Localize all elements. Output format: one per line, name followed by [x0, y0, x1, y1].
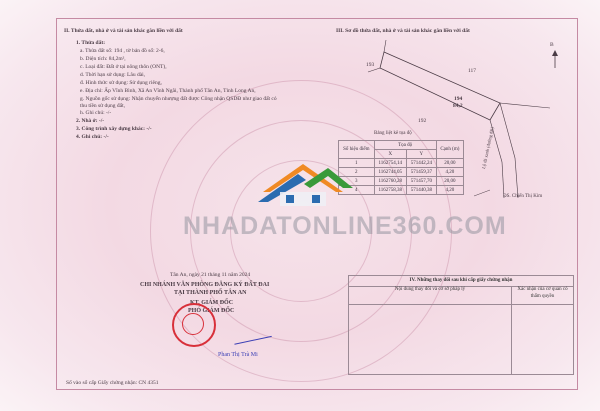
- cell: 1162758,38: [374, 186, 406, 195]
- header-x: X: [374, 150, 406, 159]
- north-label: B: [550, 42, 554, 48]
- cell: 4,20: [436, 168, 463, 177]
- table-row: [339, 168, 464, 177]
- changes-col-confirm: Xác nhận của cơ quan có thẩm quyền: [512, 286, 573, 305]
- header-point: Số hiệu điểm: [339, 141, 375, 159]
- org-line-2: TẠI THÀNH PHỐ TÂN AN: [174, 290, 247, 296]
- cell: 20,00: [436, 177, 463, 186]
- table-row: [339, 159, 464, 168]
- watermark-house-logo: [258, 158, 353, 214]
- neighbor-owner: ĐS. Chiến Thị Kim: [503, 194, 543, 199]
- table-row: [339, 177, 464, 186]
- place-date: Tân An, ngày 21 tháng 11 năm 2024: [170, 272, 251, 278]
- land-title: 1. Thửa đất:: [76, 40, 106, 46]
- role-title: PHÓ GIÁM ĐỐC: [188, 308, 235, 314]
- official-stamp-inner: [182, 313, 204, 335]
- neighbor-192: 192: [418, 118, 427, 124]
- changes-title: IV. Những thay đổi sau khi cấp giấy chứng nhận: [349, 276, 573, 287]
- watermark-text: NHADATONLINE360.COM: [183, 212, 507, 240]
- parcel-outline: [380, 52, 500, 120]
- kt-title: KT. GIÁM ĐỐC: [190, 300, 234, 306]
- cell: 571440,38: [406, 186, 436, 195]
- land-line: d. Thời hạn sử dụng: Lâu dài,: [80, 72, 146, 78]
- changes-col-content: Nội dung thay đổi và cơ sở pháp lý: [349, 286, 511, 305]
- boundary-line: [384, 40, 386, 52]
- land-line: a. Thửa đất số: 194 , tờ bản đồ số: 2-6,: [80, 48, 165, 54]
- cell: 3: [339, 177, 375, 186]
- window-icon: [312, 195, 320, 203]
- neighbor-193: 193: [366, 62, 375, 68]
- notes-line: 4. Ghi chú: -/-: [76, 134, 109, 140]
- section-ii-title: II. Thửa đất, nhà ở và tài sản khác gắn liền với đất: [64, 28, 183, 34]
- land-line: c. Loại đất: Đất ở tại nông thôn (ONT),: [80, 64, 167, 70]
- house-line: 2. Nhà ở: -/-: [76, 118, 105, 124]
- section-iii-title: III. Sơ đồ thửa đất, nhà ở và tài sản khác gắn liền với đất: [336, 28, 470, 34]
- land-line: thu tiền sử dụng đất,: [80, 103, 125, 109]
- cell: 1162760,28: [374, 177, 406, 186]
- north-arrow-head-icon: [552, 50, 558, 56]
- land-line: b. Diện tích: 84,2m²,: [80, 56, 126, 62]
- road-edge: [515, 158, 518, 198]
- serial-number: Số vào sổ cấp Giấy chứng nhận: CN 4351: [66, 380, 159, 386]
- cell: 571442,24: [406, 159, 436, 168]
- table-caption: Bảng liệt kê tọa độ: [374, 131, 412, 136]
- cell: 20,00: [436, 159, 463, 168]
- window-icon: [286, 195, 294, 203]
- cell: 1162754,14: [374, 159, 406, 168]
- boundary-line: [500, 103, 550, 108]
- parcel-number: 194: [454, 96, 463, 102]
- header-coords: Tọa độ: [374, 141, 436, 150]
- cell: 4,20: [436, 186, 463, 195]
- coordinate-table: [338, 140, 464, 195]
- header-edge: Cạnh (m): [436, 141, 463, 159]
- land-line: đ. Hình thức sử dụng: Sử dụng riêng,: [80, 80, 162, 86]
- signer-name: Phan Thị Trà Mi: [218, 352, 258, 358]
- parcel-area: 84,2: [453, 103, 463, 109]
- road-label: Lộ đá xanh (đường đất): [480, 126, 495, 170]
- cell: 2: [339, 168, 375, 177]
- leader-line: [474, 190, 490, 196]
- land-line: g. Nguồn gốc sử dụng: Nhận chuyển nhượng đất được Công nhận QSDĐ như giao đất có: [80, 96, 277, 102]
- column-divider: [511, 286, 512, 374]
- changes-section: [348, 275, 574, 375]
- cell: 4: [339, 186, 375, 195]
- cell: 571459,37: [406, 168, 436, 177]
- org-line-1: CHI NHÁNH VĂN PHÒNG ĐĂNG KÝ ĐẤT ĐAI: [140, 282, 270, 288]
- cell: 1162744,05: [374, 168, 406, 177]
- table-row: [339, 186, 464, 195]
- cell: 571457,70: [406, 177, 436, 186]
- road-edge: [500, 103, 515, 158]
- neighbor-117: 117: [468, 68, 477, 74]
- land-line: h. Ghi chú: -/-: [80, 110, 112, 116]
- cell: 1: [339, 159, 375, 168]
- header-y: Y: [406, 150, 436, 159]
- construction-line: 3. Công trình xây dựng khác: -/-: [76, 126, 152, 132]
- land-line: e. Địa chỉ: Ấp Vĩnh Bình, Xã An Vĩnh Ngãi, Thành phố Tân An, Tỉnh Long An,: [80, 88, 256, 94]
